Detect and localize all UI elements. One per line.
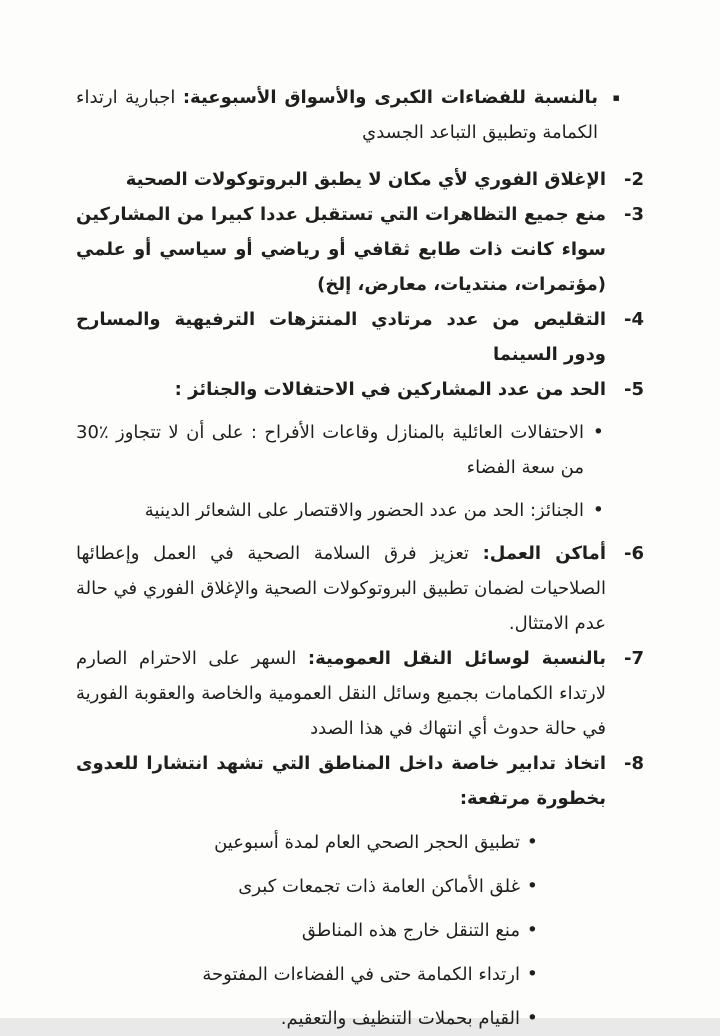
- list-item: [76, 80, 644, 150]
- round-bullet-icon: •: [592, 499, 604, 521]
- item-text: منع التنقل خارج هذه المناطق: [301, 920, 520, 941]
- item-text: الجنائز: الحد من عدد الحضور والاقتصار على الشعائر الدينية: [144, 500, 584, 521]
- round-bullet-icon: •: [526, 831, 538, 853]
- item-number: 7-: [623, 648, 644, 669]
- list-item: [76, 415, 644, 485]
- item-text: تطبيق الحجر الصحي العام لمدة أسبوعين: [214, 832, 520, 853]
- item-text: اتخاذ تدابير خاصة داخل المناطق التي تشهد انتشارا للعدوى بخطورة مرتفعة:: [76, 753, 606, 809]
- item-text: منع جميع التظاهرات التي تستقبل عددا كبيرا من المشاركين سواء كانت ذات طابع ثقافي أو رياضي أو سياسي أو علمي (مؤتمرات، منتديات، معارض، إلخ): [76, 204, 606, 295]
- round-bullet-icon: •: [526, 963, 538, 985]
- item-number: 2-: [623, 169, 644, 190]
- round-bullet-icon: •: [526, 919, 538, 941]
- round-bullet-icon: •: [592, 421, 604, 443]
- list-item: [76, 302, 644, 372]
- list-item: [76, 1001, 644, 1036]
- item-text: القيام بحملات التنظيف والتعقيم.: [280, 1008, 520, 1029]
- item-text: الاحتفالات العائلية بالمنازل وقاعات الأفراح : على أن لا تتجاوز ٪30 من سعة الفضاء: [76, 422, 584, 478]
- list-item: [76, 869, 644, 904]
- item-text: غلق الأماكن العامة ذات تجمعات كبرى: [238, 876, 520, 897]
- item-lead: أماكن العمل:: [482, 543, 606, 564]
- item-text: التقليص من عدد مرتادي المنتزهات الترفيهية والمسارح ودور السينما: [76, 309, 606, 365]
- list-item: [76, 641, 644, 746]
- item-text: [76, 641, 606, 746]
- round-bullet-icon: •: [526, 875, 538, 897]
- item-number: 6-: [623, 543, 644, 564]
- list-item: [76, 825, 644, 860]
- list-item: [76, 913, 644, 948]
- square-bullet-icon: ▪: [612, 91, 620, 104]
- item-number: 8-: [623, 753, 644, 774]
- round-bullet-icon: •: [526, 1007, 538, 1029]
- item-text: ارتداء الكمامة حتى في الفضاءات المفتوحة: [202, 964, 520, 985]
- list-item: [76, 536, 644, 641]
- item-text: [76, 536, 606, 641]
- list-item: [76, 493, 644, 528]
- item-lead: بالنسبة لوسائل النقل العمومية:: [307, 648, 606, 669]
- item-number: 5-: [623, 379, 644, 400]
- list-item: [76, 197, 644, 302]
- item-body: السهر على الاحترام الصارم لارتداء الكمامات بجميع وسائل النقل العمومية والخاصة والعقوبة الفورية في حالة حدوث أي انتهاك في هذا الصدد: [76, 648, 606, 739]
- item-body: اجبارية ارتداء الكمامة وتطبيق التباعد الجسدي: [76, 87, 598, 143]
- item-text: الحد من عدد المشاركين في الاحتفالات والجنائز :: [174, 379, 606, 400]
- item-number: 4-: [623, 309, 644, 330]
- item-lead: بالنسبة للفضاءات الكبرى والأسواق الأسبوعية:: [182, 87, 598, 108]
- item-text: الإغلاق الفوري لأي مكان لا يطبق البروتوكولات الصحية: [125, 169, 606, 190]
- list-item: [76, 746, 644, 816]
- item-text: [76, 80, 598, 150]
- list-item: [76, 372, 644, 407]
- item-body: تعزيز فرق السلامة الصحية في العمل وإعطائها الصلاحيات لضمان تطبيق البروتوكولات الصحية والإغلاق الفوري في حالة عدم الامتثال.: [76, 543, 606, 634]
- list-item: [76, 162, 644, 197]
- list-item: [76, 957, 644, 992]
- item-number: 3-: [623, 204, 644, 225]
